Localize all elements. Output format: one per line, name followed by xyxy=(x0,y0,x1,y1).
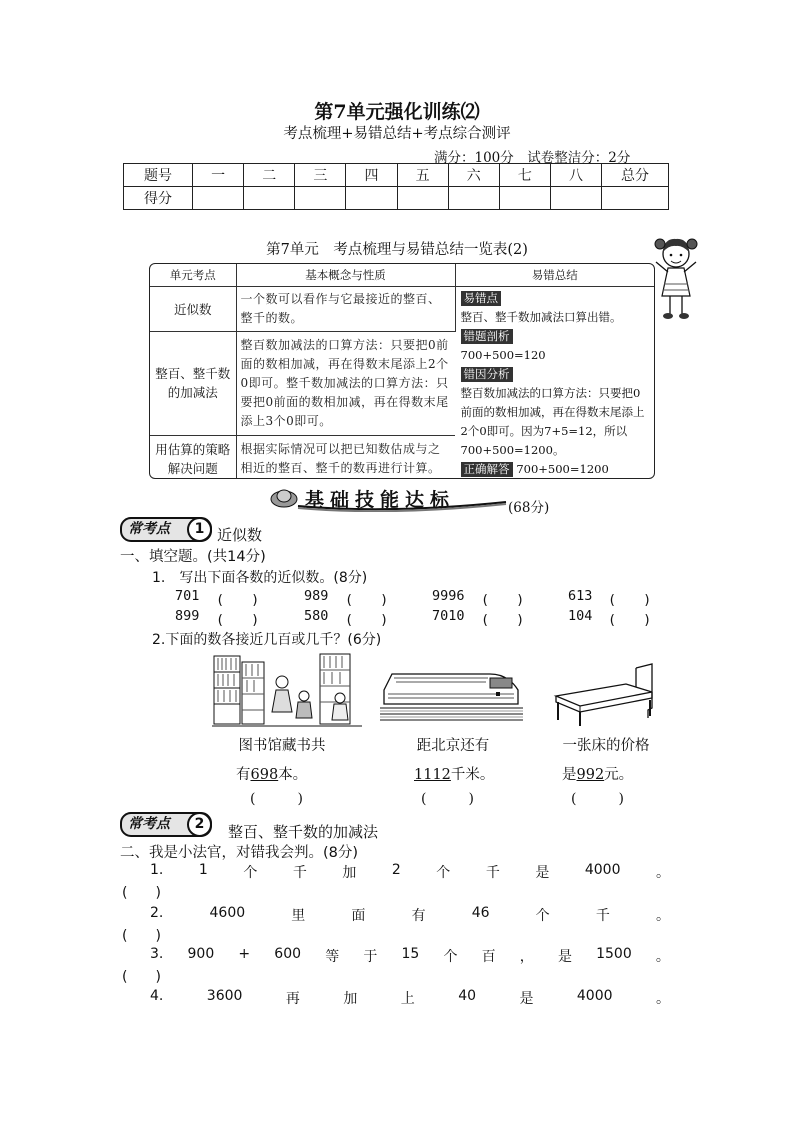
judgment-blank[interactable]: ( ) xyxy=(122,928,161,944)
badge-number: 2 xyxy=(187,812,212,837)
statement-token: 加 xyxy=(343,991,358,1007)
answer-blank[interactable]: ( ) xyxy=(571,791,624,807)
statement-token: 千 xyxy=(485,865,500,881)
statement-token: 是 xyxy=(557,949,572,965)
statement-token: 等 xyxy=(325,949,340,965)
score-header-cell: 六 xyxy=(448,164,499,187)
summary-header-row xyxy=(150,264,654,287)
error-text: 700+500=120 xyxy=(460,348,546,362)
badge-number: 1 xyxy=(187,517,212,542)
score-input-cell[interactable] xyxy=(602,187,669,210)
statement-token: ， xyxy=(519,949,534,965)
statement-token: 900 xyxy=(187,946,215,962)
answer-blank[interactable]: ( ) xyxy=(421,791,474,807)
error-tag: 正确解答 xyxy=(461,462,513,477)
statement-token: 3600 xyxy=(206,988,243,1004)
statement-token: 2 xyxy=(391,862,401,878)
question-text: 1. 写出下面各数的近似数。(8分) xyxy=(152,570,368,586)
score-table xyxy=(123,163,669,210)
statement-token: 4000 xyxy=(576,988,613,1004)
score-header-cell: 四 xyxy=(346,164,397,187)
statement-token: 是 xyxy=(519,991,534,1007)
summary-concept: 根据实际情况可以把已知数估成与之相近的整百、整千的数再进行计算。 xyxy=(240,441,441,475)
picture-value-line xyxy=(236,763,307,784)
value-suffix: 元。 xyxy=(604,767,634,783)
statement-token: 。 xyxy=(655,908,670,924)
summary-table-box xyxy=(149,263,655,479)
answer-blank[interactable]: ( ) xyxy=(481,612,525,628)
picture-value-line xyxy=(562,763,633,784)
judgment-blank[interactable]: ( ) xyxy=(122,885,161,901)
statement-token: 。 xyxy=(655,991,670,1007)
statement-token: + xyxy=(238,946,251,962)
number-value: 7010 xyxy=(432,608,465,624)
statement-token: 个 xyxy=(243,865,258,881)
bed-icon xyxy=(552,662,658,728)
key-point-badge xyxy=(120,812,212,837)
statement-token: 面 xyxy=(351,908,366,924)
key-point-title: 整百、整千数的加减法 xyxy=(228,823,379,841)
key-point-title: 近似数 xyxy=(217,526,263,544)
number-value: 9996 xyxy=(432,588,465,604)
statement-token: 个 xyxy=(436,865,451,881)
statement-token: 1500 xyxy=(596,946,632,962)
answer-blank[interactable]: ( ) xyxy=(608,592,652,608)
summary-row xyxy=(150,287,654,332)
picture-caption: 距北京还有 xyxy=(416,738,490,754)
badge-label: 常考点 xyxy=(128,816,170,832)
score-input-cell[interactable] xyxy=(346,187,397,210)
summary-topic: 用估算的策略解决问题 xyxy=(150,435,236,479)
statement-token: 。 xyxy=(656,865,670,881)
statement-token: 于 xyxy=(363,949,378,965)
score-header-cell: 一 xyxy=(193,164,244,187)
summary-concept: 一个数可以看作与它最接近的整百、整千的数。 xyxy=(236,287,455,332)
statement-token: 加 xyxy=(342,865,357,881)
score-header-cell: 总分 xyxy=(602,164,669,187)
number-value: 580 xyxy=(304,608,329,624)
statement-token: 4000 xyxy=(584,862,621,878)
library-icon xyxy=(212,652,362,728)
error-text: 整百数加减法的口算方法：只要把0前面的数相加减，再在得数末尾添上2个0即可。因为7+5=12，所以700+500=1200。 xyxy=(460,386,645,457)
statement-token: 上 xyxy=(400,991,415,1007)
banner-score: (68分) xyxy=(508,500,550,516)
section-title: 二、我是小法官，对错我会判。(8分) xyxy=(120,845,359,861)
train-icon xyxy=(380,660,523,722)
picture-caption: 一张床的价格 xyxy=(562,738,650,754)
score-header-cell: 五 xyxy=(397,164,448,187)
statement-token: 千 xyxy=(595,908,610,924)
score-input-cell[interactable] xyxy=(295,187,346,210)
error-text: 700+500=1200 xyxy=(516,462,609,476)
score-label-cell: 得分 xyxy=(124,187,193,210)
error-tag: 错因分析 xyxy=(461,367,513,382)
number-value: 989 xyxy=(304,588,329,604)
badge-label: 常考点 xyxy=(128,521,170,537)
statement-token: 是 xyxy=(535,865,550,881)
picture-value-line xyxy=(414,763,494,784)
number-value: 899 xyxy=(175,608,200,624)
statement-token: 百 xyxy=(481,949,496,965)
score-input-cell[interactable] xyxy=(448,187,499,210)
banner-title: 基础技能达标 xyxy=(305,489,456,511)
summary-header-concept: 基本概念与性质 xyxy=(236,264,455,287)
question-text: 2.下面的数各接近几百或几千？(6分) xyxy=(152,632,382,648)
statement-token: 4600 xyxy=(209,905,246,921)
summary-concept: 整百数加减法的口算方法：只要把0前面的数相加减，再在得数末尾添上2个0即可。整千数加减法的口算方法：只要把0前面的数相加减，再在得数末尾添上3个0即可。 xyxy=(236,332,455,436)
score-header-cell: 题号 xyxy=(124,164,193,187)
score-input-cell[interactable] xyxy=(499,187,550,210)
statement-token: 600 xyxy=(274,946,302,962)
statement-token: 46 xyxy=(471,905,490,921)
answer-blank[interactable]: ( ) xyxy=(345,612,389,628)
summary-header-topic: 单元考点 xyxy=(150,264,236,287)
true-false-statement xyxy=(150,988,670,1008)
value-number: 1112 xyxy=(414,767,451,783)
value-number: 992 xyxy=(576,767,605,783)
key-point-badge xyxy=(120,517,212,542)
answer-blank[interactable]: ( ) xyxy=(216,592,260,608)
summary-header-errors: 易错总结 xyxy=(455,264,654,287)
page-subtitle: 考点梳理+易错总结+考点综合测评 xyxy=(283,126,511,142)
number-value: 613 xyxy=(568,588,593,604)
statement-token: 2. xyxy=(150,905,164,921)
statement-token: 个 xyxy=(443,949,458,965)
summary-title: 第7单元 考点梳理与易错总结一览表(2) xyxy=(266,242,528,258)
cartoon-girl-icon xyxy=(652,232,700,324)
score-table-header-row xyxy=(124,164,669,187)
statement-token: 4. xyxy=(150,988,164,1004)
answer-blank[interactable]: ( ) xyxy=(216,612,260,628)
statement-token: 3. xyxy=(150,946,164,962)
score-header-cell: 二 xyxy=(244,164,295,187)
summary-topic: 近似数 xyxy=(150,287,236,332)
statement-token: 个 xyxy=(535,908,550,924)
summary-table xyxy=(150,264,654,479)
score-header-cell: 三 xyxy=(295,164,346,187)
score-input-cell[interactable] xyxy=(193,187,244,210)
statement-token: 40 xyxy=(458,988,477,1004)
picture-caption: 图书馆藏书共 xyxy=(238,738,326,754)
answer-blank[interactable]: ( ) xyxy=(345,592,389,608)
full-score: 满分：100分 试卷整洁分：2分 xyxy=(434,150,631,166)
judgment-blank[interactable]: ( ) xyxy=(122,969,161,985)
value-prefix: 是 xyxy=(562,767,577,783)
score-header-cell: 八 xyxy=(550,164,601,187)
value-suffix: 本。 xyxy=(278,767,308,783)
value-number: 698 xyxy=(250,767,279,783)
statement-token: 。 xyxy=(655,949,670,965)
statement-token: 有 xyxy=(411,908,426,924)
answer-blank[interactable]: ( ) xyxy=(481,592,525,608)
score-table-score-row xyxy=(124,187,669,210)
statement-token: 里 xyxy=(291,908,306,924)
value-prefix: 有 xyxy=(236,767,251,783)
score-header-cell: 七 xyxy=(499,164,550,187)
true-false-statement xyxy=(150,946,670,966)
answer-blank[interactable]: ( ) xyxy=(250,791,303,807)
score-input-cell[interactable] xyxy=(550,187,601,210)
error-text: 整百、整千数加减法口算出错。 xyxy=(460,310,622,324)
true-false-statement xyxy=(150,905,670,925)
statement-token: 千 xyxy=(292,865,307,881)
page-title: 第7单元强化训练⑵ xyxy=(314,101,480,123)
statement-token: 1 xyxy=(198,862,208,878)
error-tag: 易错点 xyxy=(461,291,502,306)
statement-token: 再 xyxy=(285,991,300,1007)
summary-topic: 整百、整千数的加减法 xyxy=(150,332,236,436)
score-input-cell[interactable] xyxy=(244,187,295,210)
section-title: 一、填空题。(共14分) xyxy=(120,549,266,565)
error-summary-cell xyxy=(455,287,654,480)
answer-blank[interactable]: ( ) xyxy=(608,612,652,628)
number-value: 104 xyxy=(568,608,593,624)
statement-token: 15 xyxy=(401,946,420,962)
number-value: 701 xyxy=(175,588,200,604)
score-input-cell[interactable] xyxy=(397,187,448,210)
value-suffix: 千米。 xyxy=(450,767,495,783)
error-tag: 错题剖析 xyxy=(461,329,513,344)
statement-token: 1. xyxy=(150,862,164,878)
true-false-statement xyxy=(150,862,670,882)
